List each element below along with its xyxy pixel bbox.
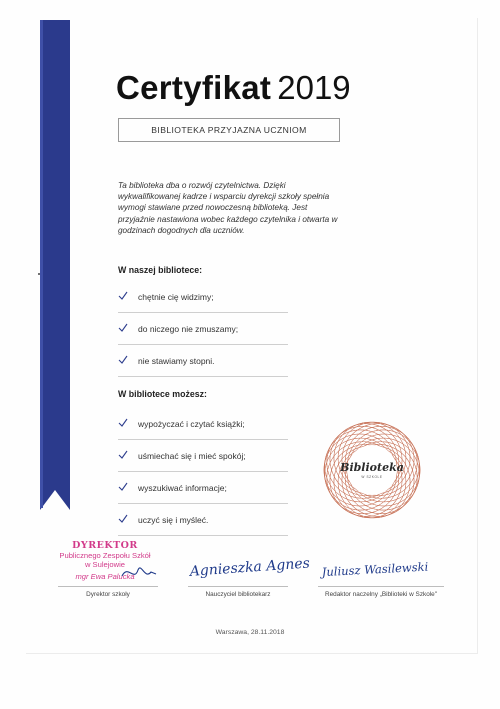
list-item-text: chętnie cię widzimy; [138,292,214,302]
signature-line [318,586,444,587]
certificate-title [116,68,416,108]
director-signature [118,562,158,584]
seal-logo [322,420,422,520]
editor-caption: Redaktor naczelny „Biblioteki w Szkole" [324,591,438,598]
check-icon [118,418,128,428]
librarian-signature: Agnieszka Agnes [189,555,311,580]
intro-paragraph: Ta biblioteka dba o rozwój czytelnictwa. Dzięki wykwalifikowanej kadrze i wsparciu dyrekcji szkoły spełnia wymogi stawiane przed nowoczesną biblioteką. Jest przyjaźnie nastawiona wobec każdego czytelnika i otwarta w godzinach dogodnych dla uczniów. [118,181,338,235]
signature-line [188,586,288,587]
list-item [118,315,288,345]
check-icon [118,482,128,492]
section-heading-you-can: W bibliotece możesz: [118,389,207,399]
list-item [118,474,288,504]
title-word: Certyfikat [116,69,272,106]
list-item-text: uśmiechać się i mieć spokój; [138,451,246,461]
list-item [118,442,288,472]
stamp-line: w Sulejowie [84,560,126,569]
check-icon [118,514,128,524]
check-icon [118,323,128,333]
list-item [118,506,288,536]
list-item-text: nie stawiamy stopni. [138,356,215,366]
editor-signature: Juliusz Wasilewski [321,559,429,580]
stamp-line: mgr Ewa Palucka [75,572,135,581]
list-item [118,410,288,440]
title-badge: BIBLIOTEKA PRZYJAZNA UCZNIOM [118,118,340,142]
director-caption: Dyrektor szkoły [86,591,130,598]
speck [38,273,40,275]
list-item-text: do niczego nie zmuszamy; [138,324,239,334]
seal-sub-text: W SZKOLE [361,475,383,479]
place-date: Warszawa, 28.11.2018 [215,629,285,636]
check-icon [118,450,128,460]
check-icon [118,291,128,301]
seal-logo-text: Biblioteka [340,461,404,474]
list-item [118,347,288,377]
list-item-text: uczyć się i myśleć. [138,515,209,525]
stamp-line: DYREKTOR [72,540,138,551]
list-item-text: wypożyczać i czytać książki; [138,419,245,429]
stamp-line: Publicznego Zespołu Szkół [59,551,151,560]
section-heading-library: W naszej bibliotece: [118,265,203,275]
list-item-text: wyszukiwać informacje; [138,483,227,493]
signature-line [58,586,158,587]
librarian-caption: Nauczyciel bibliotekarz [205,591,271,598]
ribbon-bookmark [40,20,70,510]
check-icon [118,355,128,365]
title-year: 2019 [277,69,351,106]
list-item [118,283,288,313]
